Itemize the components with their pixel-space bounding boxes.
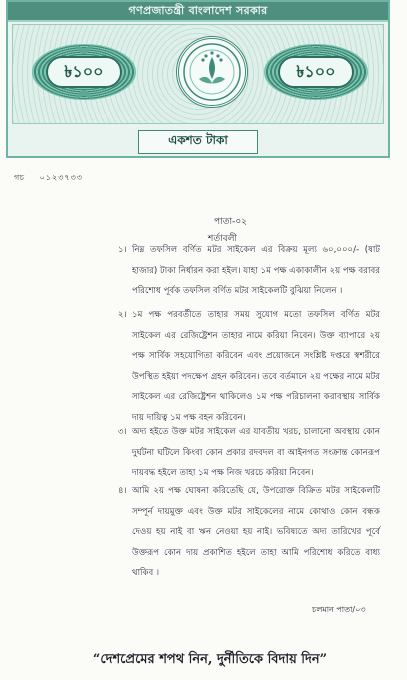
clause-text: নিম্ন তফসিল বর্ণিত মটর সাইকেল এর বিক্রয় মূল্য ৬০,০০০/- (ষাট হাজার) টাকা নির্ধারন করা হইল। যাহা ১ম পক্ষ একাকালীন ২য় পক্ষ বরাবর পরিশোধ পূর্বক তফসিল বর্ণিত মটর সাইকেলটি বুঝিয়া নিলেন ।: [132, 245, 380, 296]
clause-number: ৪।: [118, 486, 127, 496]
serial-number: ০১২৩৭৩৩: [39, 173, 84, 182]
stamp-paper-header: [6, 0, 390, 158]
terms-heading: শর্তাবলী: [208, 234, 237, 244]
clause-1: [118, 240, 380, 302]
clause-4: [118, 481, 380, 584]
clause-3: [118, 422, 380, 484]
clause-number: ৩।: [118, 427, 127, 437]
stamp-serial: [14, 172, 83, 185]
continued-page-note: চলমান পাতা/০৩: [312, 605, 366, 614]
page-number: পাতা-০২: [214, 217, 248, 227]
stamp-title: গণপ্রজাতন্ত্রী বাংলাদেশ সরকার: [128, 3, 268, 17]
clause-text: ১ম পক্ষ পরবর্তীতে তাহার সময় সুযোগ মতো তফসিল বর্ণিত মটর সাইকেল এর রেজিষ্ট্রেশন তাহার নামে করিয়া নিবেন। উক্ত ব্যাপারে ২য় পক্ষ সার্বিক সহযোগিতা করিবেন এবং প্রয়োজনে সংশ্লিষ্ট দপ্তরে স্বশরীরে উপস্থিত হইয়া পদক্ষেপ গ্রহন করিবেন। তবে বর্তমানে ২য় পক্ষের নামে মটর সাইকেল এর রেজিষ্ট্রেশন থাকিলেও ১ম পক্ষ পরিচালনা করাবস্থায় সার্বিক দায় দায়িত্ব ১ম পক্ষ বহন করিবেন।: [132, 310, 380, 423]
clause-text: আমি ২য় পক্ষ ঘোষনা করিতেছি যে, উপরোক্ত বিক্রিত মটর সাইকেলটি সম্পূর্ন দায়মুক্ত এবং উক্ত মটর সাইকেলের নামে কোথাও কোন বন্ধক দেওয় হয় নাই বা ঋন নেওয়া হয় নাই। ভবিষ্যতে অদ্য তারিখের পূর্বে উক্তরূপ কোন দায় প্রকাশিত হইলে তাহা আমি পরিশোধ করিতে বাধ্য থাকিব ।: [132, 486, 380, 578]
clause-2: [118, 305, 380, 428]
stamp-denomination: একশত টাকা: [138, 130, 258, 154]
clause-number: ১।: [118, 245, 127, 255]
stamp-value-right: [264, 44, 368, 100]
clause-number: ২।: [118, 310, 127, 320]
stamp-value-right-text: ৳১০০: [278, 56, 354, 88]
serial-prefix: গচ: [14, 173, 25, 182]
footer-slogan: “দেশপ্রেমের শপথ নিন, দুর্নীতিকে বিদায় দিন”: [92, 652, 328, 667]
stamp-value-left: [32, 44, 136, 100]
clause-text: অদ্য হইতে উক্ত মটর সাইকেল এর যাবতীয় খরচ, চালানো অবস্থায় কোন দুর্ঘটনা ঘটিলে কিংবা কোন প্রকার রদবদল বা আইনগত সংক্রান্ত কোনরূপ দায়বদ্ধ হইলে তাহা ১ম পক্ষ নিজ খরচে করিয়া নিবেন।: [132, 427, 380, 478]
stamp-title-bar: [8, 2, 388, 22]
stamp-value-left-text: ৳১০০: [46, 56, 122, 88]
bangladesh-emblem-icon: [176, 36, 248, 108]
